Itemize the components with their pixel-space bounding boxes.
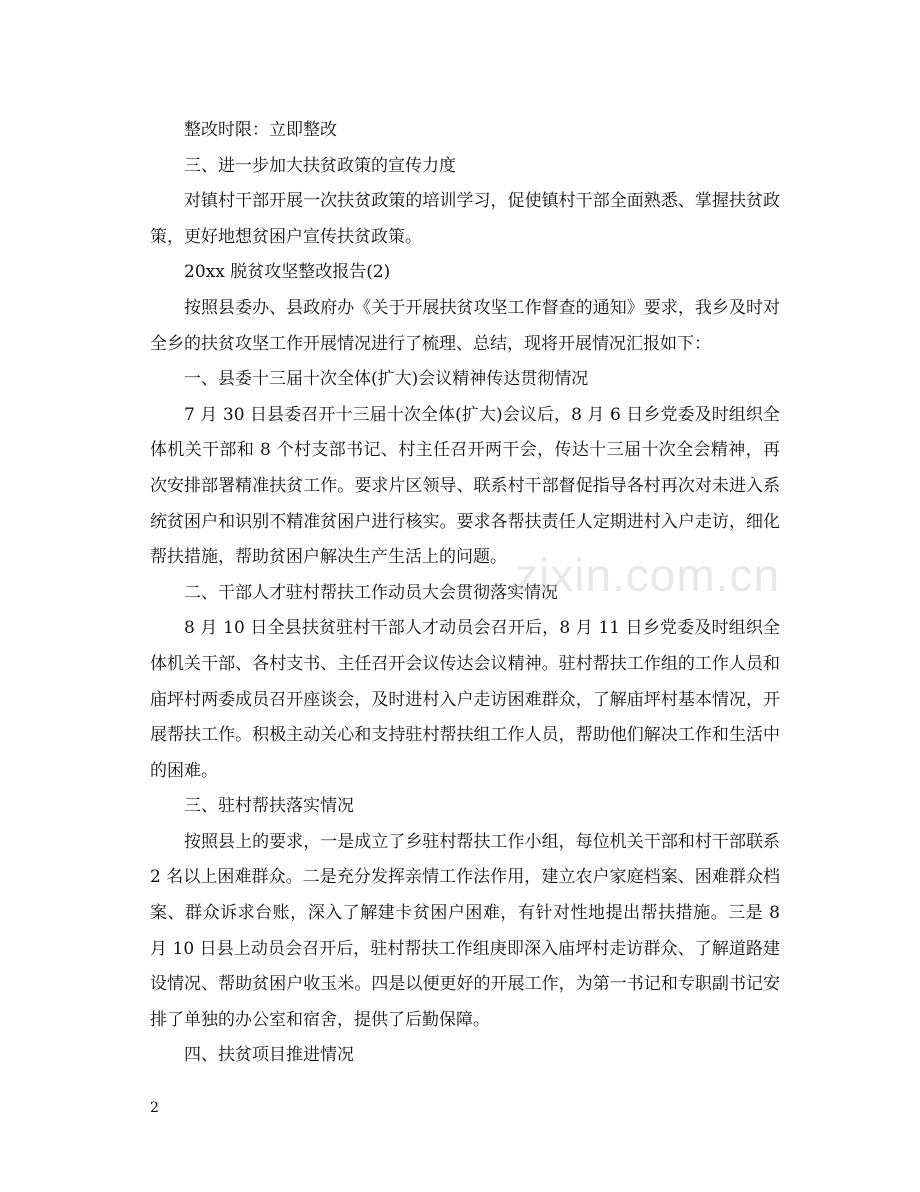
section-heading: 三、驻村帮扶落实情况 (184, 796, 354, 817)
document-body (150, 113, 780, 1074)
section-heading: 一、县委十三届十次全体(扩大)会议精神传达贯彻情况 (184, 369, 589, 390)
section-heading: 四、扶贫项目推进情况 (184, 1045, 354, 1066)
paragraph: 7 月 30 日县委召开十三届十次全体(扩大)会议后，8 月 6 日乡党委及时组织全体机关干部和 8 个村支部书记、村主任召开两干会，传达十三届十次全会精神，再次安排部署精准扶贫工作。要求片区领导、联系村干部督促指导各村再次对未进入系统贫困户和识别不精准贫困户进行核实。要求各帮扶责任人定期进村入户走访，细化帮扶措施，帮助贫困户解决生产生活上的问题。 (150, 404, 780, 568)
paragraph: 对镇村干部开展一次扶贫政策的培训学习，促使镇村干部全面熟悉、掌握扶贫政策，更好地想贫困户宣传扶贫政策。 (150, 191, 780, 247)
report-title: 20xx 脱贫攻坚整改报告(2) (184, 262, 391, 283)
section-heading: 三、进一步加大扶贫政策的宣传力度 (184, 155, 456, 176)
paragraph: 按照县委办、县政府办《关于开展扶贫攻坚工作督查的通知》要求，我乡及时对全乡的扶贫攻坚工作开展情况进行了梳理、总结，现将开展情况汇报如下： (150, 297, 780, 354)
paragraph: 按照县上的要求，一是成立了乡驻村帮扶工作小组，每位机关干部和村干部联系 2 名以上困难群众。二是充分发挥亲情工作法作用，建立农户家庭档案、困难群众档案、群众诉求台账，深入了解建卡贫困户困难，有针对性地提出帮扶措施。三是 8 月 10 日县上动员会召开后，驻村帮扶工作组庚即深入庙坪村走访群众、了解道路建设情况、帮助贫困户收玉米。四是以便更好的开展工作，为第一书记和专职副书记安排了单独的办公室和宿舍，提供了后勤保障。 (150, 831, 780, 1030)
paragraph: 8 月 10 日全县扶贫驻村干部人才动员会召开后，8 月 11 日乡党委及时组织全体机关干部、各村支书、主任召开会议传达会议精神。驻村帮扶工作组的工作人员和庙坪村两委成员召开座谈会，及时进村入户走访困难群众，了解庙坪村基本情况，开展帮扶工作。积极主动关心和支持驻村帮扶组工作人员，帮助他们解决工作和生活中的困难。 (150, 618, 780, 781)
section-heading: 二、干部人才驻村帮扶工作动员大会贯彻落实情况 (184, 582, 558, 603)
paragraph: 整改时限：立即整改 (184, 120, 337, 140)
watermark: zixin.com.cn (515, 549, 781, 601)
page-number: 2 (150, 1100, 159, 1116)
